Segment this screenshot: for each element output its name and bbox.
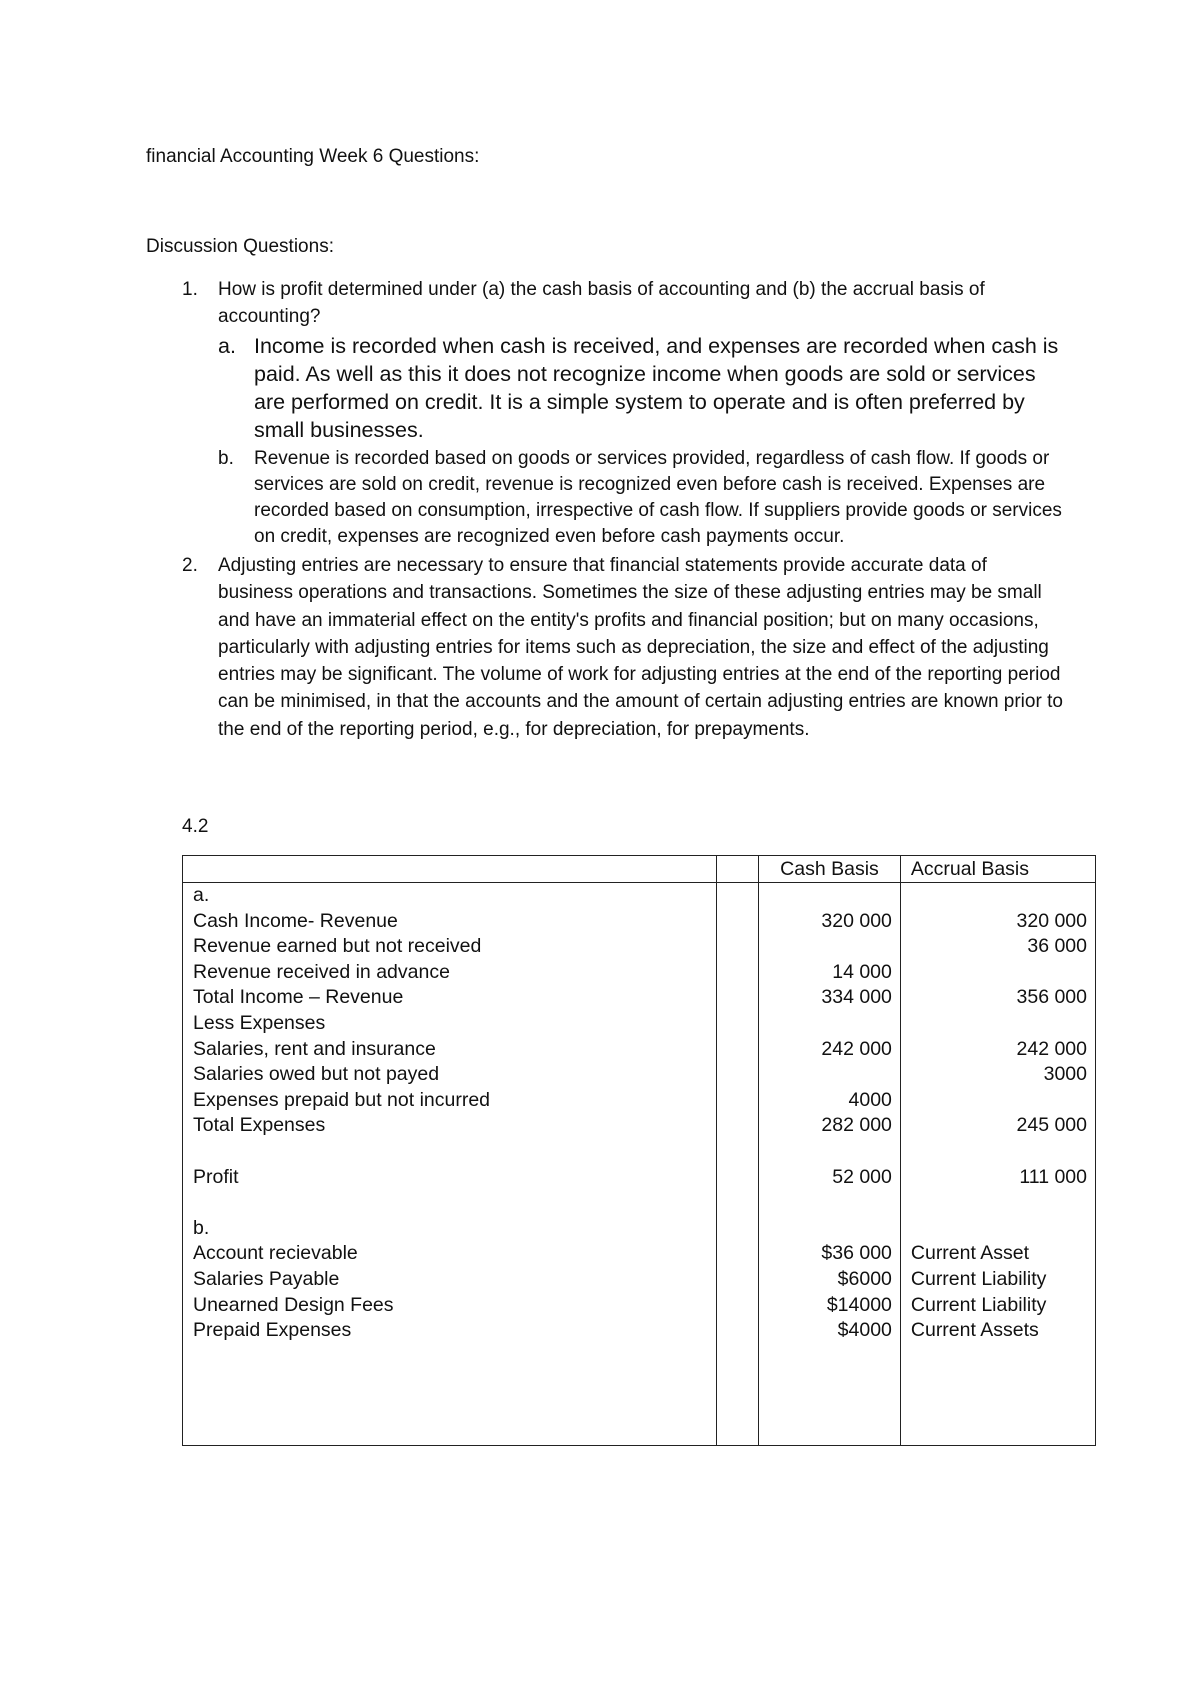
table-row-accrual-value bbox=[901, 1216, 1095, 1242]
table-row-description: Cash Income- Revenue bbox=[193, 909, 398, 932]
table-row-description: b. bbox=[193, 1216, 210, 1239]
table-row-description: Profit bbox=[193, 1165, 239, 1188]
table-row-description: a. bbox=[193, 884, 210, 906]
answer-text: Revenue is recorded based on goods or services provided, regardless of cash flow. If goods or services are sold on credit, revenue is recognized even before cash is received. Expenses are recorded based on consumption, irrespective of cash flow. If suppliers provide goods or services on credit, expenses are recognized even before cash payments occur. bbox=[254, 448, 1062, 547]
table-row-cash-value: $14000 bbox=[826, 1293, 892, 1316]
table-row-cash-value bbox=[759, 1139, 900, 1165]
table-row-accrual-value: 111 000 bbox=[1019, 1165, 1087, 1188]
table-row-accrual-value: 356 000 bbox=[1016, 986, 1087, 1009]
question-number: 1. bbox=[182, 279, 198, 300]
table-row-description: Salaries Payable bbox=[193, 1267, 340, 1290]
table-row-accrual-value: Current Asset bbox=[910, 1242, 1030, 1265]
table-row-accrual-value: 245 000 bbox=[1016, 1114, 1087, 1137]
table-row-description: Expenses prepaid but not incurred bbox=[193, 1088, 491, 1111]
table-row-description: Total Expenses bbox=[193, 1114, 326, 1137]
table-row-cash-value bbox=[759, 883, 900, 909]
question-list bbox=[146, 276, 1066, 743]
table-label: 4.2 bbox=[182, 816, 209, 837]
answer-letter: a. bbox=[218, 334, 236, 358]
table-row-accrual-value: Current Liability bbox=[910, 1293, 1047, 1316]
answer-list bbox=[218, 332, 1066, 550]
question-item bbox=[146, 552, 1066, 743]
table-row-description: Account recievable bbox=[193, 1242, 358, 1265]
table-body-row bbox=[183, 883, 1096, 1446]
table-row-accrual-value: Current Assets bbox=[910, 1319, 1039, 1342]
table-row-description: Revenue received in advance bbox=[193, 960, 450, 983]
description-column bbox=[183, 883, 717, 1446]
table-row-cash-value bbox=[759, 1190, 900, 1216]
answer-text: Income is recorded when cash is received, and expenses are recorded when cash is paid. As well as this it does not recognize income when goods are sold or services are performed on credit. It is a simple system to operate and is often preferred by small businesses. bbox=[254, 334, 1059, 442]
table-row-accrual-value bbox=[901, 1139, 1095, 1165]
table-row-accrual-value bbox=[901, 883, 1095, 909]
table-row-cash-value: 52 000 bbox=[832, 1165, 892, 1188]
answer-letter: b. bbox=[218, 448, 234, 469]
table-row-description: Prepaid Expenses bbox=[193, 1319, 352, 1342]
table-row-accrual-value: 320 000 bbox=[1016, 909, 1087, 932]
answer-item bbox=[218, 332, 1066, 444]
table-row-description: Total Income – Revenue bbox=[193, 986, 404, 1009]
table-row-description: Salaries, rent and insurance bbox=[193, 1037, 436, 1060]
table-row-cash-value: $4000 bbox=[837, 1319, 892, 1342]
table-header-row bbox=[183, 856, 1096, 883]
table-row-description: Salaries owed but not payed bbox=[193, 1063, 440, 1086]
table-row-description: Revenue earned but not received bbox=[193, 935, 482, 958]
gap-column bbox=[716, 883, 758, 1446]
question-text: Adjusting entries are necessary to ensure that financial statements provide accurate data of business operations and transactions. Sometimes the size of these adjusting entries may be small and have an immaterial effect on the entity's profits and financial position; but on many occasions, particularly with adjusting entries for items such as depreciation, the size and effect of the adjusting entries may be significant. The volume of work for adjusting entries at the end of the reporting period can be minimised, in that the accounts and the amount of certain adjusting entries are known prior to the end of the reporting period, e.g., for depreciation, for prepayments. bbox=[218, 555, 1063, 740]
header-accrual-basis: Accrual Basis bbox=[900, 856, 1095, 883]
cash-vs-accrual-table bbox=[182, 855, 1096, 1446]
header-description bbox=[183, 856, 717, 883]
table-row-accrual-value bbox=[901, 1088, 1095, 1114]
question-number: 2. bbox=[182, 555, 198, 576]
table-row-accrual-value: 242 000 bbox=[1016, 1037, 1087, 1060]
table-row-description bbox=[183, 1139, 716, 1165]
table-row-description: Less Expenses bbox=[193, 1011, 326, 1034]
table-row-accrual-value bbox=[901, 960, 1095, 986]
answer-item bbox=[218, 446, 1066, 550]
table-row-cash-value: 334 000 bbox=[821, 986, 892, 1009]
section-heading: Discussion Questions: bbox=[146, 236, 334, 257]
table-row-cash-value: 4000 bbox=[848, 1088, 892, 1111]
table-row-accrual-value: 36 000 bbox=[1027, 935, 1087, 958]
header-gap bbox=[716, 856, 758, 883]
table-row-description: Unearned Design Fees bbox=[193, 1293, 394, 1316]
table-row-description bbox=[183, 1190, 716, 1216]
table-row-accrual-value: Current Liability bbox=[910, 1267, 1047, 1290]
cash-basis-column bbox=[759, 883, 901, 1446]
table-row-accrual-value bbox=[901, 1011, 1095, 1037]
table-row-cash-value bbox=[759, 1216, 900, 1242]
table-row-cash-value: $36 000 bbox=[821, 1242, 892, 1265]
question-item bbox=[146, 276, 1066, 550]
table-row-cash-value: 320 000 bbox=[821, 909, 892, 932]
document-title: financial Accounting Week 6 Questions: bbox=[146, 146, 480, 167]
question-text: How is profit determined under (a) the cash basis of accounting and (b) the accrual basis of accounting? bbox=[218, 279, 985, 327]
table-row-accrual-value bbox=[901, 1190, 1095, 1216]
table-row-cash-value: 242 000 bbox=[821, 1037, 892, 1060]
header-cash-basis: Cash Basis bbox=[759, 856, 901, 883]
table-row-cash-value bbox=[759, 934, 900, 960]
table-row-cash-value: 282 000 bbox=[821, 1114, 892, 1137]
table-row-cash-value bbox=[759, 1062, 900, 1088]
table-row-accrual-value: 3000 bbox=[1043, 1063, 1087, 1086]
accrual-basis-column bbox=[900, 883, 1095, 1446]
table-row-cash-value: 14 000 bbox=[832, 960, 892, 983]
table-row-cash-value: $6000 bbox=[837, 1267, 892, 1290]
table-row-cash-value bbox=[759, 1011, 900, 1037]
